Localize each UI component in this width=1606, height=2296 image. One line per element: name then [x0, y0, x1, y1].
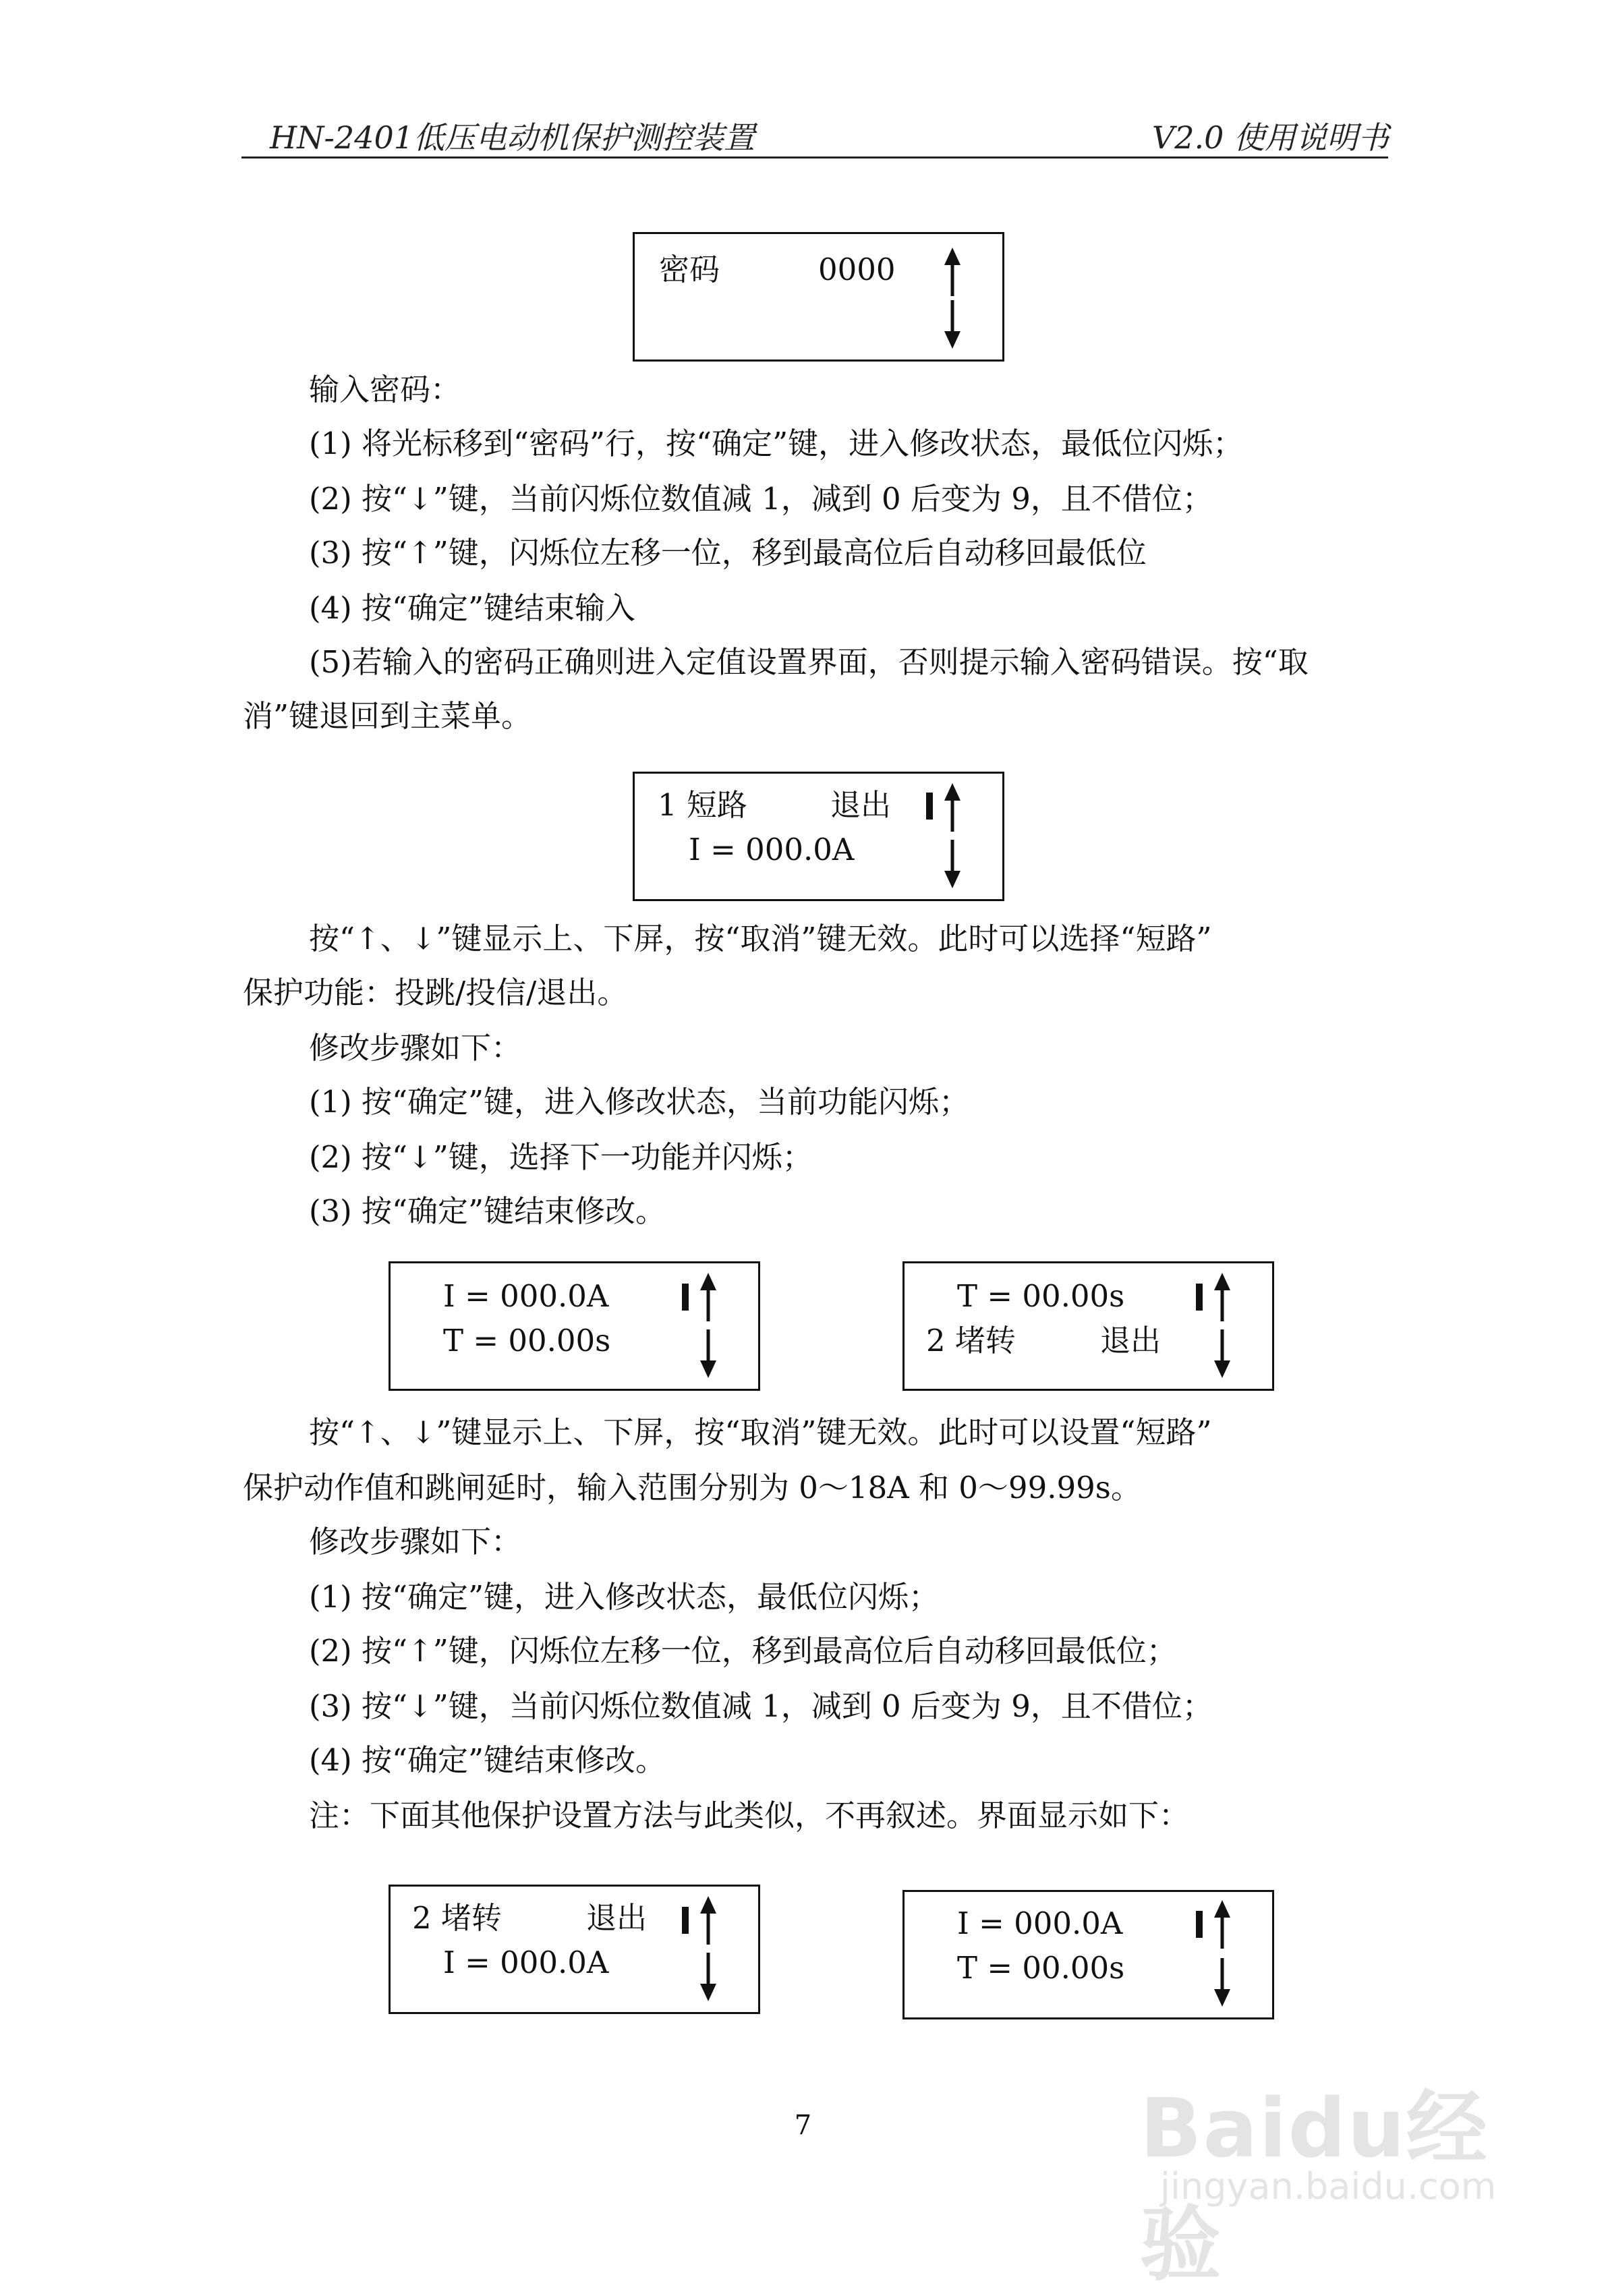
watermark-url: jingyan.baidu.com	[1160, 2165, 1497, 2208]
current-value: I = 000.0A	[443, 1278, 609, 1314]
lcd-password-screen	[633, 232, 1004, 362]
arrow-up-icon	[698, 1271, 718, 1323]
arrow-down-icon	[698, 1328, 718, 1379]
lcd-stall-current-time-screen	[902, 1890, 1274, 2019]
time-value: T = 00.00s	[443, 1323, 611, 1358]
current-value: I = 000.0A	[957, 1905, 1123, 1941]
password-step-4: (4) 按“确定”键结束输入	[309, 590, 636, 626]
watermark	[1113, 2064, 1511, 2292]
password-intro: 输入密码：	[309, 372, 461, 407]
cursor-bar	[926, 793, 933, 820]
short-current: I = 000.0A	[689, 832, 855, 867]
password-label: 密码	[659, 252, 720, 287]
short-setting-step-4: (4) 按“确定”键结束修改。	[309, 1742, 666, 1778]
stall-state: 退出	[1100, 1323, 1162, 1358]
short-function-step-1: (1) 按“确定”键，进入修改状态，当前功能闪烁；	[309, 1084, 970, 1120]
short-function-desc-line-1: 按“↑、↓”键显示上、下屏，按“取消”键无效。此时可以选择“短路”	[309, 921, 1212, 956]
cursor-bar	[682, 1284, 689, 1311]
cursor-bar	[1196, 1911, 1203, 1938]
arrow-up-icon	[942, 246, 963, 297]
time-value: T = 00.00s	[957, 1950, 1125, 1986]
header-manual-version: V2.0 使用说明书	[1152, 119, 1389, 156]
stall-current: I = 000.0A	[443, 1945, 609, 1980]
password-step-5-line-1: (5)若输入的密码正确则进入定值设置界面，否则提示输入密码错误。按“取	[309, 644, 1309, 680]
lcd-stall-function-screen	[389, 1885, 760, 2014]
note: 注：下面其他保护设置方法与此类似，不再叙述。界面显示如下：	[309, 1798, 1190, 1833]
time-value: T = 00.00s	[957, 1278, 1125, 1314]
short-setting-desc-line-1: 按“↑、↓”键显示上、下屏，按“取消”键无效。此时可以设置“短路”	[309, 1414, 1212, 1450]
lcd-time-stall-screen	[902, 1261, 1274, 1391]
arrow-up-icon	[698, 1895, 718, 1946]
short-function-step-3: (3) 按“确定”键结束修改。	[309, 1193, 666, 1229]
arrow-up-icon	[942, 782, 963, 833]
arrow-up-icon	[1212, 1899, 1232, 1950]
stall-title: 2 堵转	[412, 1900, 502, 1936]
arrow-down-icon	[942, 838, 963, 890]
lcd-short-function-screen	[633, 772, 1004, 901]
page-number: 7	[794, 2110, 812, 2141]
stall-state: 退出	[586, 1900, 648, 1936]
password-step-3: (3) 按“↑”键，闪烁位左移一位，移到最高位后自动移回最低位	[309, 535, 1147, 571]
header-rule	[241, 156, 1388, 159]
short-setting-steps-intro: 修改步骤如下：	[309, 1524, 522, 1559]
arrow-down-icon	[698, 1951, 718, 2003]
short-setting-step-2: (2) 按“↑”键，闪烁位左移一位，移到最高位后自动移回最低位；	[309, 1633, 1177, 1669]
header-title: HN-2401低压电动机保护测控装置	[270, 119, 755, 156]
password-step-2: (2) 按“↓”键，当前闪烁位数值减 1，减到 0 后变为 9，且不借位；	[309, 481, 1213, 517]
cursor-bar	[682, 1907, 689, 1934]
password-value: 0000	[818, 252, 896, 287]
short-setting-desc-line-2: 保护动作值和跳闸延时，输入范围分别为 0～18A 和 0～99.99s。	[243, 1470, 1141, 1505]
arrow-down-icon	[1212, 1957, 1232, 2008]
lcd-current-time-screen	[389, 1261, 760, 1391]
arrow-down-icon	[942, 299, 963, 350]
arrow-up-icon	[1212, 1271, 1232, 1323]
watermark-brand: Baidu经验	[1140, 2082, 1489, 2292]
short-function-step-2: (2) 按“↓”键，选择下一功能并闪烁；	[309, 1139, 813, 1175]
short-setting-step-1: (1) 按“确定”键，进入修改状态，最低位闪烁；	[309, 1579, 940, 1615]
short-function-desc-line-2: 保护功能：投跳/投信/退出。	[243, 975, 628, 1010]
short-function-steps-intro: 修改步骤如下：	[309, 1030, 522, 1066]
password-step-5-line-2: 消”键退回到主菜单。	[243, 698, 532, 734]
password-step-1: (1) 将光标移到“密码”行，按“确定”键，进入修改状态，最低位闪烁；	[309, 426, 1244, 461]
arrow-down-icon	[1212, 1328, 1232, 1379]
short-title: 1 短路	[658, 787, 747, 823]
stall-title: 2 堵转	[926, 1323, 1016, 1358]
cursor-bar	[1196, 1284, 1203, 1311]
short-state: 退出	[830, 787, 892, 823]
short-setting-step-3: (3) 按“↓”键，当前闪烁位数值减 1，减到 0 后变为 9，且不借位；	[309, 1688, 1213, 1724]
